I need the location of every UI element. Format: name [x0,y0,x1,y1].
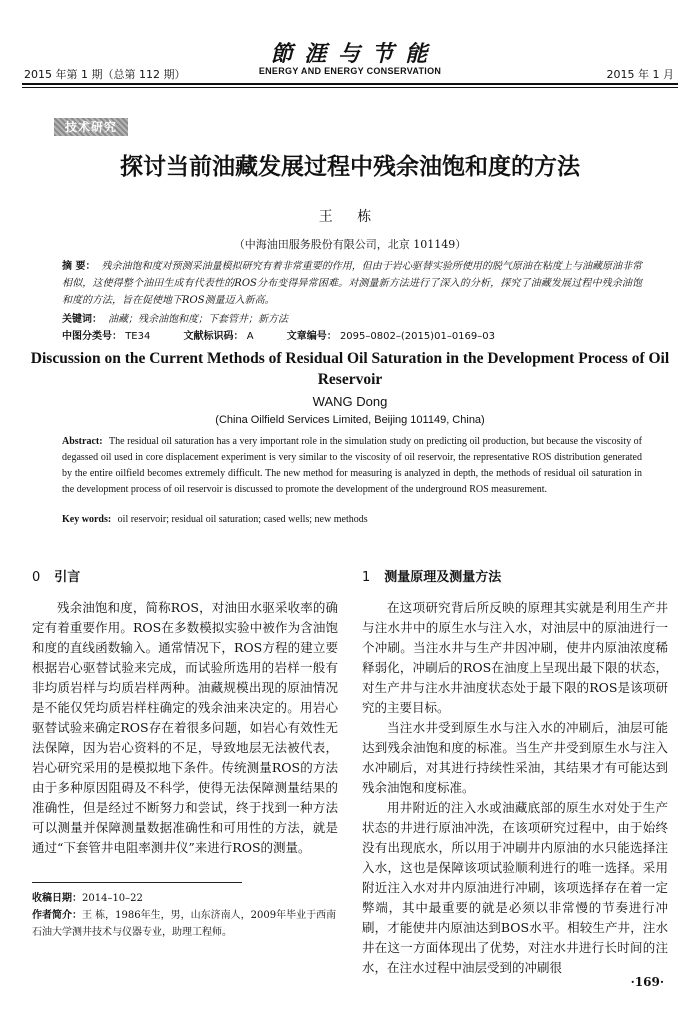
article-no-label: 文章编号： [286,331,337,342]
title-cn: 探讨当前油藏发展过程中残余油饱和度的方法 [120,154,580,180]
abstract-cn [62,258,642,309]
keywords-en-text: oil reservoir; residual oil saturation; cased wells; new methods [117,514,368,525]
page-number: ·169· [630,975,664,989]
footnote-rule [32,882,242,883]
body-column-right [362,568,668,978]
keywords-cn-label: 关键词： [62,314,102,325]
affiliation-en: (China Oilfield Services Limited, Beijing 101149, China) [215,414,485,426]
classification-row [62,327,642,342]
abstract-en [62,434,642,498]
section-0-title: 引言 [54,570,81,585]
section-1-paragraph: 当注水井受到原生水与注入水的冲刷后，油层可能达到残余油饱和度的标准。当生产井受到原生水与注入水冲刷后，对其进行持续性采油，其结果才有可能达到残余油饱和度标准。 [362,720,668,795]
affiliation-cn: （中海油田服务股份有限公司，北京 101149） [233,238,467,251]
header-rule-thin [22,87,678,88]
keywords-cn [62,310,642,325]
keywords-en-label: Key words: [62,514,112,525]
header-issue: 2015 年第 1 期（总第 112 期） [24,68,186,81]
abstract-cn-text: 残余油饱和度对预测采油量模拟研究有着非常重要的作用，但由于岩心驱替实验所使用的脱气原油在粘度上与油藏原油非常相似，这使得整个油田生成有代表性的ROS分布变得异常困难。对测量新方法进行了深入的分析，探究了油藏发展过程中残余油饱和度的方法，旨在促使地下ROS测量迈入新高。 [62,261,643,306]
doc-code-label: 文献标识码： [183,331,244,342]
section-1-paragraph: 在这项研究背后所反映的原理其实就是利用生产井与注水井中的原生水与注入水，对油层中的原油进行一个冲刷。当注水井与生产井因冲刷，使井内原油浓度稀释弱化，冲刷后的ROS在油度上呈现出最下限的状态，对生产井与注水井油度状态处于最下限的ROS是该项研究的主要目标。 [362,600,668,715]
received-label: 收稿日期： [32,893,82,904]
title-en: Discussion on the Current Methods of Residual Oil Saturation in the Development Process of Oil Reservoir [30,350,670,388]
section-1-number: 1 [362,570,371,585]
author-en: WANG Dong [312,394,388,409]
keywords-cn-text: 油藏；残余油饱和度；下套管井；新方法 [108,314,288,325]
header-date: 2015 年 1 月 [606,68,674,81]
section-0-heading [32,568,338,588]
journal-name-en: ENERGY AND ENERGY CONSERVATION [258,66,442,76]
section-1-title: 测量原理及测量方法 [384,570,502,585]
journal-name-cn: 節 涯 与 节 能 [270,41,430,67]
body-column-left [32,568,338,858]
section-0-paragraph: 残余油饱和度，简称ROS，对油田水驱采收率的确定有着重要作用。ROS在多数模拟实验中被作为含油饱和度的直线函数输入。通常情况下，ROS方程的建立要根据岩心驱替试验来完成，而试验所选用的岩样一般有非均质岩样与均质岩样两种。油藏规模出现的原油情况是不能仅凭均质岩样柱确定的残余油来决定的。用岩心驱替试验来确定ROS存在着很多问题，如岩心有效性无法保障，因为岩心资料的不足，导致地层无法被代表，岩心研究采用的是模拟地下条件。传统测量ROS的方法由于多种原因阻碍及不科学，使得无法保障测量结果的准确性，但是经过不断努力和尝试，终于找到一种方法可以测量并保障测量数据准确性和可用性的方法，就是通过“下套管井电阻率测井仪”来进行ROS的测量。 [32,600,338,855]
author-cn: 王 栋 [318,209,382,225]
header-rule [22,83,678,85]
journal-masthead [0,42,700,76]
section-1-heading [362,568,668,588]
clc-value: TE34 [125,331,151,342]
clc-label: 中图分类号： [62,331,122,342]
section-1-paragraph: 用井附近的注入水或油藏底部的原生水对处于生产状态的井进行原油冲洗，在该项研究过程中，由于始终没有出现底水，所以用于冲刷井内原油的水只能选择注入水，这也是保障该项试验顺利进行的唯一选择。采用附近注入水对井内原油进行冲刷，该项选择存在着一定弊端，其中最重要的就是必须以非常慢的节奏进行冲刷，才能使井内原油达到BOS水平。相较生产井，注水井在这一方面体现出了优势，对注水井进行长时间的注水，在注水过程中油层受到的冲刷很 [362,800,668,975]
keywords-en [62,514,642,525]
article-no-value: 2095–0802–(2015)01–0169–03 [339,331,495,342]
section-tag: 技术研究 [54,118,128,136]
author-bio-label: 作者简介： [32,910,82,921]
received-value: 2014–10–22 [82,893,143,904]
author-bio-value: 王 栋，1986年生，男，山东济南人，2009年毕业于西南石油大学测井技术与仪器专业，助理工程师。 [32,910,337,938]
abstract-cn-label: 摘 要： [62,261,96,272]
doc-code-value: A [246,331,254,342]
abstract-en-text: The residual oil saturation has a very important role in the simulation study on predicting oil production, but because the viscosity of degassed oil used in core displacement experiment is very similar to the viscosity of oil reservoir, the representative ROS distribution generated by the entire oilfield becomes extremely difficult. The new method for measuring is analyzed in depth, the methods of residual oil saturation in the development process of oil reservoir is discussed to promote the development of the underground ROS measurement. [62,436,642,495]
abstract-en-label: Abstract: [62,436,103,447]
footnote [32,890,338,941]
section-0-number: 0 [32,570,41,585]
